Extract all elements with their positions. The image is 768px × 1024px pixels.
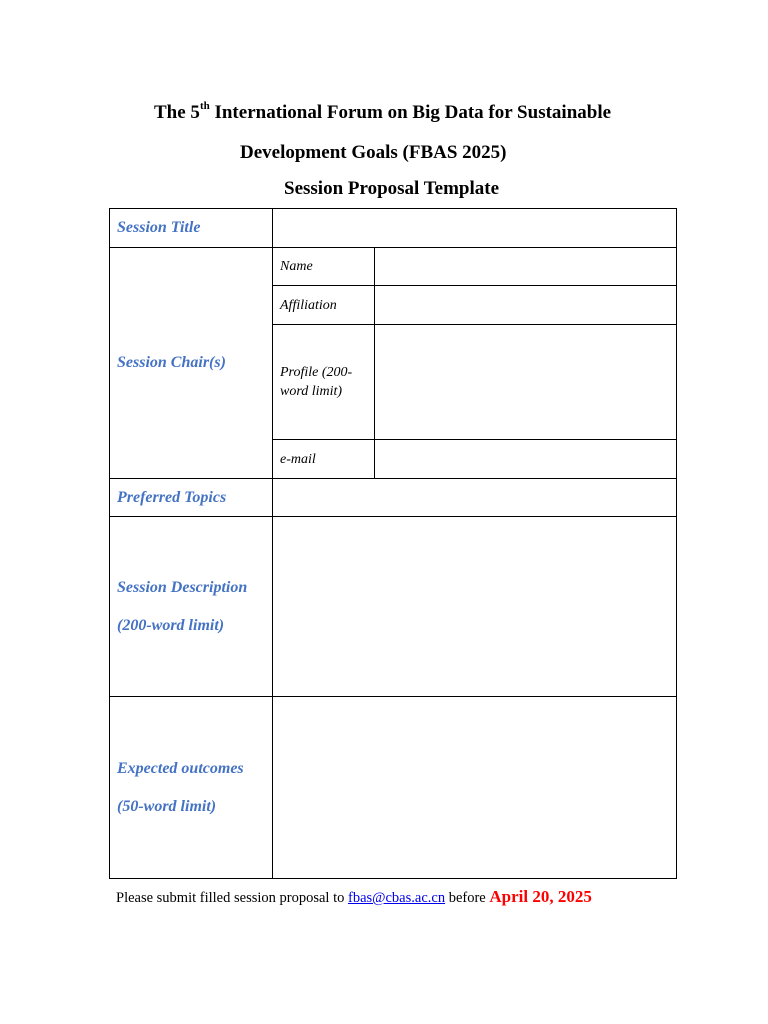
document-title-line-1 xyxy=(154,101,611,125)
session-chairs-label: Session Chair(s) xyxy=(110,248,273,479)
chair-email-label: e-mail xyxy=(273,440,375,479)
title-prefix: The 5 xyxy=(154,102,200,123)
preferred-topics-field[interactable] xyxy=(273,479,677,517)
session-title-label: Session Title xyxy=(110,209,273,248)
submission-before-text: before xyxy=(445,890,490,906)
expected-outcomes-row xyxy=(110,697,677,879)
chair-profile-label: Profile (200-word limit) xyxy=(273,325,375,440)
preferred-topics-row xyxy=(110,479,677,517)
expected-outcomes-label: Expected outcomes xyxy=(117,759,244,777)
chair-email-field[interactable] xyxy=(375,440,677,479)
session-description-field[interactable] xyxy=(273,517,677,697)
session-description-limit: (200-word limit) xyxy=(117,616,225,634)
title-rest: International Forum on Big Data for Sustainable xyxy=(209,102,612,123)
submission-note xyxy=(116,886,592,909)
chair-name-label: Name xyxy=(273,248,375,286)
expected-outcomes-label-cell xyxy=(110,697,273,879)
expected-outcomes-limit: (50-word limit) xyxy=(117,797,217,815)
chair-profile-field[interactable] xyxy=(375,325,677,440)
expected-outcomes-field[interactable] xyxy=(273,697,677,879)
session-description-label: Session Description xyxy=(117,578,248,596)
document-title-line-2: Development Goals (FBAS 2025) xyxy=(240,142,507,163)
chair-affiliation-label: Affiliation xyxy=(273,286,375,325)
document-subtitle: Session Proposal Template xyxy=(284,178,500,199)
preferred-topics-label: Preferred Topics xyxy=(110,479,273,517)
session-description-label-cell xyxy=(110,517,273,697)
chair-name-row xyxy=(110,248,677,286)
submission-deadline: April 20, 2025 xyxy=(489,887,592,906)
session-title-row xyxy=(110,209,677,248)
session-proposal-table xyxy=(109,208,677,879)
session-title-field[interactable] xyxy=(273,209,677,248)
submission-text: Please submit filled session proposal to xyxy=(116,890,348,906)
title-ordinal-suffix: th xyxy=(199,99,210,112)
session-description-row xyxy=(110,517,677,697)
chair-affiliation-field[interactable] xyxy=(375,286,677,325)
chair-name-field[interactable] xyxy=(375,248,677,286)
submission-email-link[interactable]: fbas@cbas.ac.cn xyxy=(347,890,446,906)
